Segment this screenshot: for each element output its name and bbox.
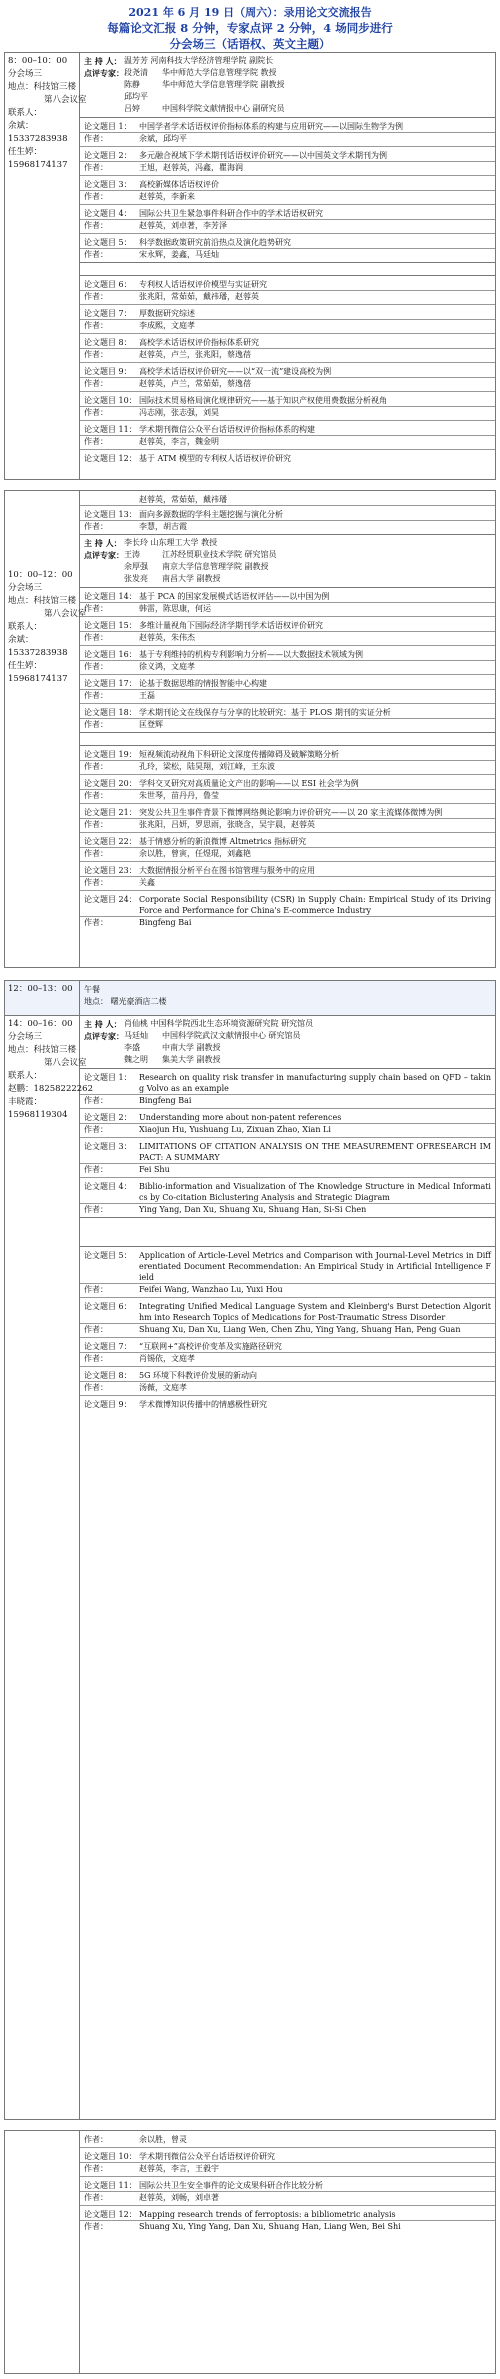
paper-label: 论文题目 1： bbox=[84, 122, 132, 131]
session-venue: 分会场三 bbox=[8, 69, 43, 79]
contact-line: 15337283938 bbox=[8, 134, 68, 144]
paper-title: 厚数据研究综述 bbox=[139, 309, 195, 318]
session-block-3 bbox=[4, 980, 496, 2120]
paper-title: 学术微博知识传播中的情感极性研究 bbox=[139, 1400, 267, 1409]
author-label: 作者： bbox=[84, 820, 108, 829]
paper-title: 科学数据政策研究前沿热点及演化趋势研究 bbox=[139, 238, 291, 247]
author-label: 作者： bbox=[84, 292, 108, 301]
paper-group bbox=[80, 118, 495, 262]
expert-affiliation: 江苏经贸职业技术学院 研究馆员 bbox=[162, 550, 277, 559]
paper-authors: Bingfeng Bai bbox=[139, 918, 192, 927]
author-label: 作者： bbox=[84, 662, 108, 671]
paper-title: 基于 ATM 模型的专利权人话语权评价研究 bbox=[139, 454, 291, 463]
session-program bbox=[80, 1016, 495, 2119]
paper-group bbox=[80, 275, 495, 464]
paper-title: Mapping research trends of ferroptosis: a bibliometric analysis bbox=[139, 2210, 396, 2219]
paper-label: 论文题目 17： bbox=[84, 679, 137, 688]
paper-title: 5G 环境下科教评价发展的新动向 bbox=[139, 1371, 258, 1380]
session-program bbox=[80, 53, 495, 479]
paper-title: 学术期刊论文在线保存与分享的比较研究：基于 PLOS 期刊的实证分析 bbox=[139, 708, 391, 717]
paper-entry bbox=[80, 1177, 495, 1217]
paper-entry bbox=[80, 774, 495, 803]
continued-entry bbox=[80, 491, 495, 505]
author-label: 作者： bbox=[84, 918, 108, 927]
session-block-2 bbox=[4, 490, 496, 968]
author-label: 作者： bbox=[84, 1383, 108, 1392]
paper-authors: 王旭，赵蓉英，冯鑫，瞿海润 bbox=[139, 163, 243, 172]
paper-entry bbox=[80, 890, 495, 930]
paper-title: 基于 PCA 的国家发展模式话语权评估——以中国为例 bbox=[139, 592, 330, 601]
paper-title: LIMITATIONS OF CITATION ANALYSIS ON THE MEASUREMENT OFRESEARCH IMPACT: A SUMMARY bbox=[139, 1142, 491, 1162]
paper-label: 论文题目 6： bbox=[84, 280, 132, 289]
expert-label: 点评专家： bbox=[84, 550, 124, 560]
author-label: 作者： bbox=[84, 163, 108, 172]
paper-title: 学术期刊微信公众平台话语权评价研究 bbox=[139, 2152, 275, 2161]
expert-affiliation: 集美大学 副教授 bbox=[162, 1055, 221, 1064]
paper-label: 论文题目 11： bbox=[84, 425, 137, 434]
lunch-time-text: 12：00–13：00 bbox=[8, 984, 73, 994]
session-room: 第八会议室 bbox=[44, 1058, 87, 1068]
paper-entry bbox=[80, 505, 495, 534]
paper-title: 高校学术话语权评价研究——以“双一流”建设高校为例 bbox=[139, 367, 332, 376]
paper-authors: 余以胜，曾寅，任煜琨，刘鑫艳 bbox=[139, 849, 251, 858]
paper-authors: 余以胜，曾灵 bbox=[139, 2135, 187, 2144]
header-date-line: 2021 年 6 月 19 日（周六）：录用论文交流报告 bbox=[128, 6, 372, 19]
paper-entry bbox=[80, 1108, 495, 1137]
paper-authors: Shuang Xu, Ying Yang, Dan Xu, Shuang Han, Liang Wen, Bei Shi bbox=[139, 2222, 401, 2231]
author-label: 作者： bbox=[84, 878, 108, 887]
header-venue-line: 分会场三（话语权、英文主题） bbox=[169, 37, 331, 51]
paper-authors: Feifei Wang, Wanzhao Lu, Yuxi Hou bbox=[139, 1285, 283, 1294]
paper-entry bbox=[80, 204, 495, 233]
author-label: 作者： bbox=[84, 2193, 108, 2202]
paper-label: 论文题目 5： bbox=[84, 1251, 132, 1260]
author-label: 作者： bbox=[84, 1354, 108, 1363]
paper-authors: 赵蓉英，刘卓著，李芳泽 bbox=[139, 221, 227, 230]
author-label: 作者： bbox=[84, 321, 108, 330]
author-label: 作者： bbox=[84, 720, 108, 729]
paper-label: 论文题目 2： bbox=[84, 151, 132, 160]
author-label: 作者： bbox=[84, 1096, 108, 1105]
paper-entry bbox=[80, 420, 495, 449]
session-room: 第八会议室 bbox=[44, 609, 87, 619]
paper-title: 多元融合视域下学术期刊话语权评价研究——以中国英文学术期刊为例 bbox=[139, 151, 387, 160]
paper-label: 论文题目 19： bbox=[84, 750, 137, 759]
paper-entry bbox=[80, 276, 495, 304]
paper-entry bbox=[80, 1297, 495, 1337]
paper-entry bbox=[80, 832, 495, 861]
host-block bbox=[80, 53, 495, 118]
paper-group bbox=[80, 1246, 495, 1413]
expert-name: 段尧清 bbox=[124, 68, 148, 77]
paper-entry bbox=[80, 588, 495, 616]
author-label: 作者： bbox=[84, 691, 108, 700]
chair-label: 主 持 人： bbox=[84, 56, 122, 66]
lunch-title: 午餐 bbox=[84, 985, 100, 994]
author-label: 作者： bbox=[84, 437, 108, 446]
paper-entry bbox=[80, 803, 495, 832]
contact-label: 联系人： bbox=[8, 108, 43, 118]
paper-label: 论文题目 4： bbox=[84, 209, 132, 218]
paper-authors: 赵蓉英，刘畅，刘卓著 bbox=[139, 2193, 219, 2202]
chair-label: 主 持 人： bbox=[84, 538, 122, 548]
paper-title: 国际公共卫生紧急事件科研合作中的学术话语权研究 bbox=[139, 209, 323, 218]
contact-line: 15968119304 bbox=[8, 1110, 68, 1120]
contact-line: 余斌： bbox=[8, 121, 34, 131]
chair-name: 温芳芳 河南科技大学经济管理学院 副院长 bbox=[124, 56, 274, 65]
contact-line: 15337283938 bbox=[8, 648, 68, 658]
paper-title: 学科交叉研究对高质量论文产出的影响——以 ESI 社会学为例 bbox=[139, 779, 359, 788]
expert-name: 魏之明 bbox=[124, 1055, 148, 1064]
paper-label: 论文题目 5： bbox=[84, 238, 132, 247]
session-time: 8：00–10：00 bbox=[8, 56, 68, 66]
author-label: 作者： bbox=[84, 1125, 108, 1134]
host-block bbox=[80, 1016, 495, 1069]
author-label: 作者： bbox=[84, 1285, 108, 1294]
contact-line: 15968174137 bbox=[8, 160, 68, 170]
paper-label: 论文题目 13： bbox=[84, 510, 137, 519]
contact-line: 任生婷： bbox=[8, 661, 43, 671]
paper-authors: 徐义鸿，文庭孝 bbox=[139, 662, 195, 671]
paper-authors: Fei Shu bbox=[139, 1165, 170, 1174]
paper-label: 论文题目 4： bbox=[84, 1182, 132, 1191]
paper-entry bbox=[80, 391, 495, 420]
paper-title: 多维计量视角下国际经济学期刊学术话语权评价研究 bbox=[139, 621, 323, 630]
paper-title: “互联网+”高校评价变革及实施路径研究 bbox=[139, 1342, 282, 1351]
paper-label: 论文题目 1： bbox=[84, 1073, 132, 1082]
paper-authors: 韩雷，陈思康，何运 bbox=[139, 604, 211, 613]
paper-entry bbox=[80, 146, 495, 175]
host-block bbox=[80, 534, 495, 588]
paper-label: 论文题目 9： bbox=[84, 367, 132, 376]
paper-entry bbox=[80, 1366, 495, 1395]
author-label: 作者： bbox=[84, 1205, 108, 1214]
paper-title: 国际公共卫生安全事件的论文成果科研合作比较分析 bbox=[139, 2181, 323, 2190]
paper-authors: 朱世琴，苗丹丹，鲁莹 bbox=[139, 791, 219, 800]
expert-name: 余厚强 bbox=[124, 562, 148, 571]
paper-title: Corporate Social Responsibility (CSR) in Supply Chain: Empirical Study of its Driving Force and Performance for China's E-commerce Industry bbox=[139, 895, 491, 915]
author-label: 作者： bbox=[84, 1165, 108, 1174]
paper-entry bbox=[80, 2147, 495, 2176]
paper-label: 论文题目 3： bbox=[84, 180, 132, 189]
paper-label: 论文题目 12： bbox=[84, 454, 137, 463]
paper-entry bbox=[80, 1137, 495, 1177]
expert-name: 邱均平 bbox=[124, 92, 148, 101]
paper-authors: 余斌，邱均平 bbox=[139, 134, 187, 143]
paper-entry bbox=[80, 674, 495, 703]
author-label: 作者： bbox=[84, 134, 108, 143]
paper-label: 论文题目 22： bbox=[84, 837, 137, 846]
author-label: 作者： bbox=[84, 221, 108, 230]
paper-authors: 李慧，胡吉霞 bbox=[139, 522, 187, 531]
author-label: 作者： bbox=[84, 2164, 108, 2173]
contact-line: 余斌： bbox=[8, 635, 34, 645]
contact-label: 联系人： bbox=[8, 1071, 43, 1081]
author-label: 作者： bbox=[84, 2222, 108, 2231]
chair-label: 主 持 人： bbox=[84, 1019, 122, 1029]
paper-entry bbox=[80, 1069, 495, 1108]
paper-title: 高校新媒体话语权评价 bbox=[139, 180, 219, 189]
author-label: 作者： bbox=[84, 379, 108, 388]
session-venue: 分会场三 bbox=[8, 1032, 43, 1042]
paper-label: 论文题目 16： bbox=[84, 650, 137, 659]
paper-entry bbox=[80, 616, 495, 645]
author-label: 作者： bbox=[84, 250, 108, 259]
paper-group bbox=[80, 588, 495, 732]
paper-entry bbox=[80, 746, 495, 774]
lunch-row bbox=[5, 981, 495, 1016]
paper-label: 论文题目 7： bbox=[84, 1342, 132, 1351]
paper-authors: 宋永辉，姜鑫，马廷灿 bbox=[139, 250, 219, 259]
paper-label: 论文题目 3： bbox=[84, 1142, 132, 1151]
paper-label: 论文题目 10： bbox=[84, 2152, 137, 2161]
session-program bbox=[80, 491, 495, 967]
paper-entry bbox=[80, 362, 495, 391]
lunch-location: 地点： 曙光豪酒店二楼 bbox=[84, 997, 167, 1006]
session-location: 地点：科技馆三楼 bbox=[8, 1045, 77, 1055]
expert-name: 李盛 bbox=[124, 1043, 140, 1052]
paper-label: 论文题目 18： bbox=[84, 708, 137, 717]
author-label: 作者： bbox=[84, 849, 108, 858]
paper-entry bbox=[80, 861, 495, 890]
expert-name: 马廷灿 bbox=[124, 1031, 148, 1040]
paper-authors: 赵蓉英，卢兰，张兆阳，蔡逸蓓 bbox=[139, 350, 251, 359]
author-label: 作者： bbox=[84, 633, 108, 642]
contact-line: 任生婷： bbox=[8, 147, 43, 157]
paper-entry bbox=[80, 449, 495, 464]
paper-label: 论文题目 9： bbox=[84, 1400, 132, 1409]
expert-affiliation: 中国科学院武汉文献情报中心 研究馆员 bbox=[162, 1031, 301, 1040]
author-label: 作者： bbox=[84, 350, 108, 359]
paper-authors: 赵蓉英，李新来 bbox=[139, 192, 195, 201]
paper-title: 高校学术话语权评价指标体系研究 bbox=[139, 338, 259, 347]
paper-label: 论文题目 6： bbox=[84, 1302, 132, 1311]
expert-affiliation: 中国科学院文献情报中心 副研究员 bbox=[162, 104, 285, 113]
paper-label: 论文题目 10： bbox=[84, 396, 137, 405]
paper-authors: 肖锡依，文庭孝 bbox=[139, 1354, 195, 1363]
paper-title: 中国学者学术话语权评价指标体系的构建与应用研究——以国际生物学为例 bbox=[139, 122, 403, 131]
paper-label: 论文题目 11： bbox=[84, 2181, 137, 2190]
paper-authors: 赵蓉英，李言，魏金明 bbox=[139, 437, 219, 446]
paper-authors: 张兆阳，常茹茹，戴祎璠，赵蓉英 bbox=[139, 292, 259, 301]
paper-entry bbox=[80, 1337, 495, 1366]
session-block-1 bbox=[4, 52, 496, 480]
paper-authors: 赵蓉英，李言，王毅宇 bbox=[139, 2164, 219, 2173]
paper-title: Integrating Unified Medical Language System and Kleinberg's Burst Detection Algorithm into Research Topics of Medications for Post-Traumatic Stress Disorder bbox=[139, 1302, 491, 1322]
paper-entry bbox=[80, 2176, 495, 2205]
paper-label: 论文题目 8： bbox=[84, 1371, 132, 1380]
paper-title: 大数据情报分析平台在图书馆管理与服务中的应用 bbox=[139, 866, 315, 875]
paper-authors: 赵蓉英，朱伟杰 bbox=[139, 633, 195, 642]
paper-entry bbox=[80, 2205, 495, 2234]
paper-label: 论文题目 23： bbox=[84, 866, 137, 875]
expert-affiliation: 中南大学 副教授 bbox=[162, 1043, 221, 1052]
paper-authors: 张兆阳，吕妍，罗思雨，张晓含，吴宇晨，赵蓉英 bbox=[139, 820, 315, 829]
paper-title: 短视频流动视角下科研论文深度传播障碍及破解策略分析 bbox=[139, 750, 339, 759]
expert-name: 张发亮 bbox=[124, 574, 148, 583]
paper-title: 专利权人话语权评价模型与实证研究 bbox=[139, 280, 267, 289]
session-info bbox=[5, 53, 87, 479]
expert-affiliation: 南京大学信息管理学院 副教授 bbox=[162, 562, 269, 571]
paper-label: 论文题目 21： bbox=[84, 808, 137, 817]
paper-authors: 汤薇，文庭孝 bbox=[139, 1383, 187, 1392]
paper-title: 突发公共卫生事件背景下微博网络舆论影响力评价研究——以 20 家主流媒体微博为例 bbox=[139, 808, 443, 817]
author-label: 作者： bbox=[84, 604, 108, 613]
paper-label: 论文题目 2： bbox=[84, 1113, 132, 1122]
author-label: 作者： bbox=[84, 791, 108, 800]
paper-authors: 赵蓉英，卢兰，常茹茹，蔡逸蓓 bbox=[139, 379, 251, 388]
paper-title: Research on quality risk transfer in manufacturing supply chain based on QFD – taking Volvo as an example bbox=[139, 1073, 491, 1093]
paper-entry bbox=[80, 1247, 495, 1297]
paper-entry bbox=[80, 233, 495, 262]
expert-name: 吕婷 bbox=[124, 104, 140, 113]
paper-label: 论文题目 7： bbox=[84, 309, 132, 318]
session-room: 第八会议室 bbox=[44, 95, 87, 105]
paper-title: 基于情感分析的新浪微博 Altmetrics 指标研究 bbox=[139, 837, 307, 846]
contact-line: 15968174137 bbox=[8, 674, 68, 684]
session-time: 10：00–12：00 bbox=[8, 570, 73, 580]
session-info bbox=[5, 1016, 93, 2119]
paper-entry bbox=[80, 645, 495, 674]
paper-authors: Shuang Xu, Dan Xu, Liang Wen, Chen Zhu, Ying Yang, Shuang Han, Peng Guan bbox=[139, 1325, 461, 1334]
author-label: 作者： bbox=[84, 762, 108, 771]
paper-title: Biblio-information and Visualization of The Knowledge Structure in Medical Informatics by Co-citation Biclustering Analysis and Strategic Diagram bbox=[139, 1182, 491, 1202]
paper-entry bbox=[80, 304, 495, 333]
session-info-empty bbox=[5, 2131, 80, 2373]
chair-name: 李长玲 山东理工大学 教授 bbox=[124, 538, 218, 547]
expert-name: 陈静 bbox=[124, 80, 140, 89]
paper-title: 论基于数据思维的情报智能中心构建 bbox=[139, 679, 267, 688]
contact-line: 赵鹏：18258222262 bbox=[8, 1084, 93, 1094]
paper-authors: Xiaojun Hu, Yushuang Lu, Zixuan Zhao, Xian Li bbox=[139, 1125, 331, 1134]
author-label: 作者： bbox=[84, 1325, 108, 1334]
page-header bbox=[0, 0, 500, 52]
lunch-time bbox=[5, 981, 80, 1015]
paper-group bbox=[80, 1069, 495, 1217]
paper-authors: 匡登辉 bbox=[139, 720, 163, 729]
paper-authors: Ying Yang, Dan Xu, Shuang Xu, Shuang Han, Si-Si Chen bbox=[139, 1205, 367, 1214]
session-time: 14：00–16：00 bbox=[8, 1019, 73, 1029]
paper-title: 学术期刊微信公众平台话语权评价指标体系的构建 bbox=[139, 425, 315, 434]
paper-authors: 王磊 bbox=[139, 691, 155, 700]
expert-label: 点评专家： bbox=[84, 68, 124, 78]
paper-title: Application of Article-Level Metrics and Comparison with Journal-Level Metrics in Differentiated Document Recommendation: An Empirical Study in Artificial Intelligence Field bbox=[139, 1251, 491, 1282]
paper-authors: Bingfeng Bai bbox=[139, 1096, 192, 1105]
header-rules-line: 每篇论文汇报 8 分钟，专家点评 2 分钟，4 场同步进行 bbox=[107, 21, 393, 35]
paper-entry bbox=[80, 333, 495, 362]
expert-affiliation: 华中师范大学信息管理学院 教授 bbox=[162, 68, 277, 77]
author-label: 作者： bbox=[84, 408, 108, 417]
paper-title: 基于专利维持的机构专利影响力分析——以大数据技术领域为例 bbox=[139, 650, 363, 659]
paper-authors: 冯志刚，张志强，刘昊 bbox=[139, 408, 219, 417]
author-label: 作者： bbox=[84, 522, 108, 531]
session-location: 地点：科技馆三楼 bbox=[8, 82, 77, 92]
paper-authors: 李成熙，文庭孝 bbox=[139, 321, 195, 330]
paper-authors: 孔玲，梁松，陆昊翔，刘江峰，王东波 bbox=[139, 762, 275, 771]
paper-entry bbox=[80, 703, 495, 732]
session-program bbox=[80, 2131, 495, 2373]
paper-group bbox=[80, 745, 495, 930]
paper-label: 论文题目 15： bbox=[84, 621, 137, 630]
paper-label: 论文题目 12： bbox=[84, 2210, 137, 2219]
paper-label: 论文题目 24： bbox=[84, 895, 137, 904]
paper-title: Understanding more about non-patent references bbox=[139, 1113, 342, 1122]
session-location: 地点：科技馆三楼 bbox=[8, 596, 77, 606]
paper-authors: 赵蓉英，常茹茹，戴祎璠 bbox=[139, 495, 227, 504]
author-label: 作者： bbox=[84, 192, 108, 201]
paper-entry bbox=[80, 118, 495, 146]
paper-label: 论文题目 14： bbox=[84, 592, 137, 601]
session-continuation bbox=[4, 2130, 496, 2374]
paper-title: 面向多源数据的学科主题挖掘与演化分析 bbox=[139, 510, 283, 519]
session-info bbox=[5, 491, 87, 967]
paper-label: 论文题目 8： bbox=[84, 338, 132, 347]
expert-name: 王涛 bbox=[124, 550, 140, 559]
paper-label: 论文题目 20： bbox=[84, 779, 137, 788]
paper-entry bbox=[80, 1395, 495, 1413]
continued-entry bbox=[80, 2131, 495, 2147]
paper-authors: 关鑫 bbox=[139, 878, 155, 887]
expert-affiliation: 南昌大学 副教授 bbox=[162, 574, 221, 583]
lunch-info bbox=[80, 981, 495, 1015]
session-venue: 分会场三 bbox=[8, 583, 43, 593]
expert-label: 点评专家： bbox=[84, 1031, 124, 1041]
expert-affiliation: 华中师范大学信息管理学院 副教授 bbox=[162, 80, 285, 89]
paper-title: 国际技术贸易格局演化规律研究——基于知识产权使用费数据分析视角 bbox=[139, 396, 387, 405]
chair-name: 肖仙桃 中国科学院西北生态环境资源研究院 研究馆员 bbox=[124, 1019, 314, 1028]
contact-label: 联系人： bbox=[8, 622, 43, 632]
paper-entry bbox=[80, 175, 495, 204]
author-label: 作者： bbox=[84, 2135, 108, 2144]
contact-line: 丰晓霞： bbox=[8, 1097, 43, 1107]
